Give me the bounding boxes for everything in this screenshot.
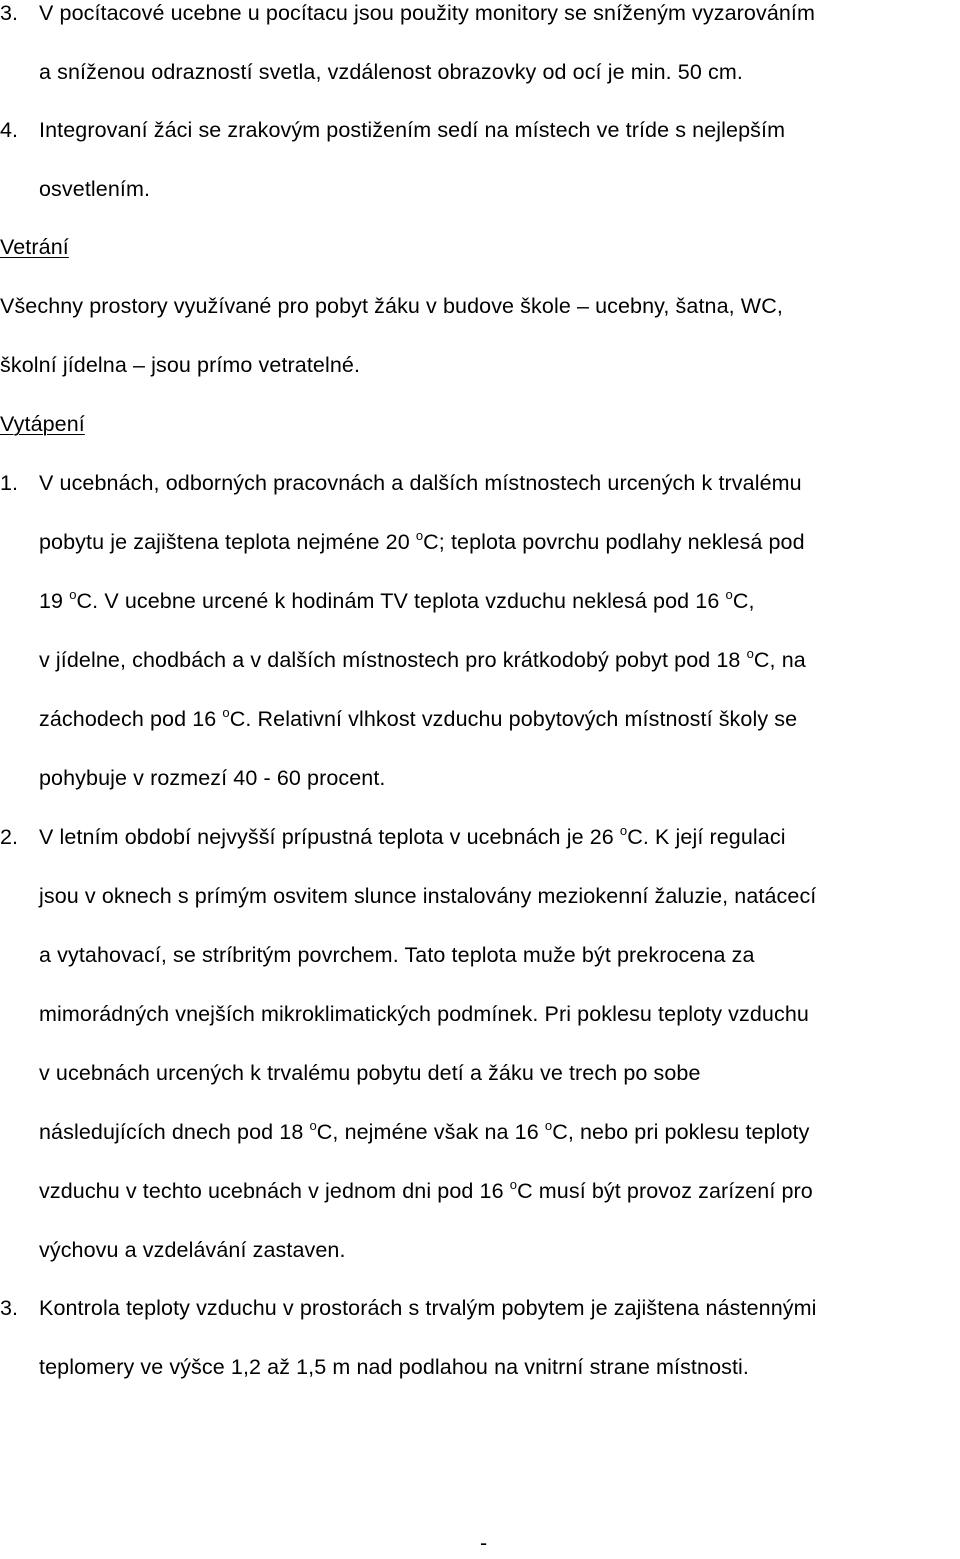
paragraph-line: teplomery ve výšce 1,2 až 1,5 m nad podlahou na vnitrní strane místnosti. — [39, 1355, 749, 1379]
section-heading-ventilation: Vetrání — [0, 235, 69, 259]
paragraph-line: mimorádných vnejších mikroklimatických podmínek. Pri poklesu teploty vzduchu — [39, 1002, 809, 1026]
list-number-3: 3. — [0, 1, 19, 25]
list-number-4: 4. — [0, 118, 19, 142]
paragraph-line: 19 $^o$C. V ucebne urcené k hodinám TV teplota vzduchu neklesá pod 16 $^o$C, — [39, 587, 755, 613]
paragraph-line: vzduchu v techto ucebnách v jednom dni pod 16 $^o$C musí být provoz zarízení pro — [39, 1177, 813, 1203]
paragraph-line: Všechny prostory využívané pro pobyt žáku v budove škole – ucebny, šatna, WC, — [0, 294, 783, 318]
paragraph-line: a vytahovací, se stríbritým povrchem. Tato teplota muže být prekrocena za — [39, 943, 755, 967]
paragraph-line: V pocítacové ucebne u pocítacu jsou použity monitory se sníženým vyzarováním — [39, 1, 816, 25]
list-number-2: 2. — [0, 825, 19, 849]
paragraph-line: záchodech pod 16 $^o$C. Relativní vlhkost vzduchu pobytových místností školy se — [39, 705, 798, 731]
list-number-1: 1. — [0, 471, 19, 495]
paragraph-line: pobytu je zajištena teplota nejméne 20 $^o$C; teplota povrchu podlahy neklesá pod — [39, 528, 805, 554]
paragraph-line: V letním období nejvyšší prípustná teplota v ucebnách je 26 $^o$C. K její regulaci — [39, 823, 786, 849]
paragraph-line: pohybuje v rozmezí 40 - 60 procent. — [39, 766, 386, 790]
paragraph-line: V ucebnách, odborných pracovnách a dalších místnostech urcených k trvalému — [39, 471, 802, 495]
paragraph-line: jsou v oknech s prímým osvitem slunce instalovány meziokenní žaluzie, natácecí — [39, 884, 817, 908]
paragraph-line: Kontrola teploty vzduchu v prostorách s trvalým pobytem je zajištena nástennými — [39, 1296, 817, 1320]
paragraph-line: v jídelne, chodbách a v dalších místnostech pro krátkodobý pobyt pod 18 $^o$C, na — [39, 646, 806, 672]
paragraph-line: následujících dnech pod 18 $^o$C, nejméne však na 16 $^o$C, nebo pri poklesu teploty — [39, 1118, 810, 1144]
paragraph-line: a sníženou odrazností svetla, vzdálenost obrazovky od ocí je min. 50 cm. — [39, 60, 743, 84]
paragraph-line: výchovu a vzdelávání zastaven. — [39, 1238, 346, 1262]
paragraph-line: školní jídelna – jsou prímo vetratelné. — [0, 353, 361, 377]
paragraph-line: Integrovaní žáci se zrakovým postižením sedí na místech ve tríde s nejlepším — [39, 118, 786, 142]
page-footer-dash: - — [480, 1531, 488, 1555]
paragraph-line: v ucebnách urcených k trvalému pobytu detí a žáku ve trech po sobe — [39, 1061, 701, 1085]
list-number-3-heating: 3. — [0, 1296, 19, 1320]
paragraph-line: osvetlením. — [39, 177, 151, 201]
section-heading-heating: Vytápení — [0, 412, 85, 436]
